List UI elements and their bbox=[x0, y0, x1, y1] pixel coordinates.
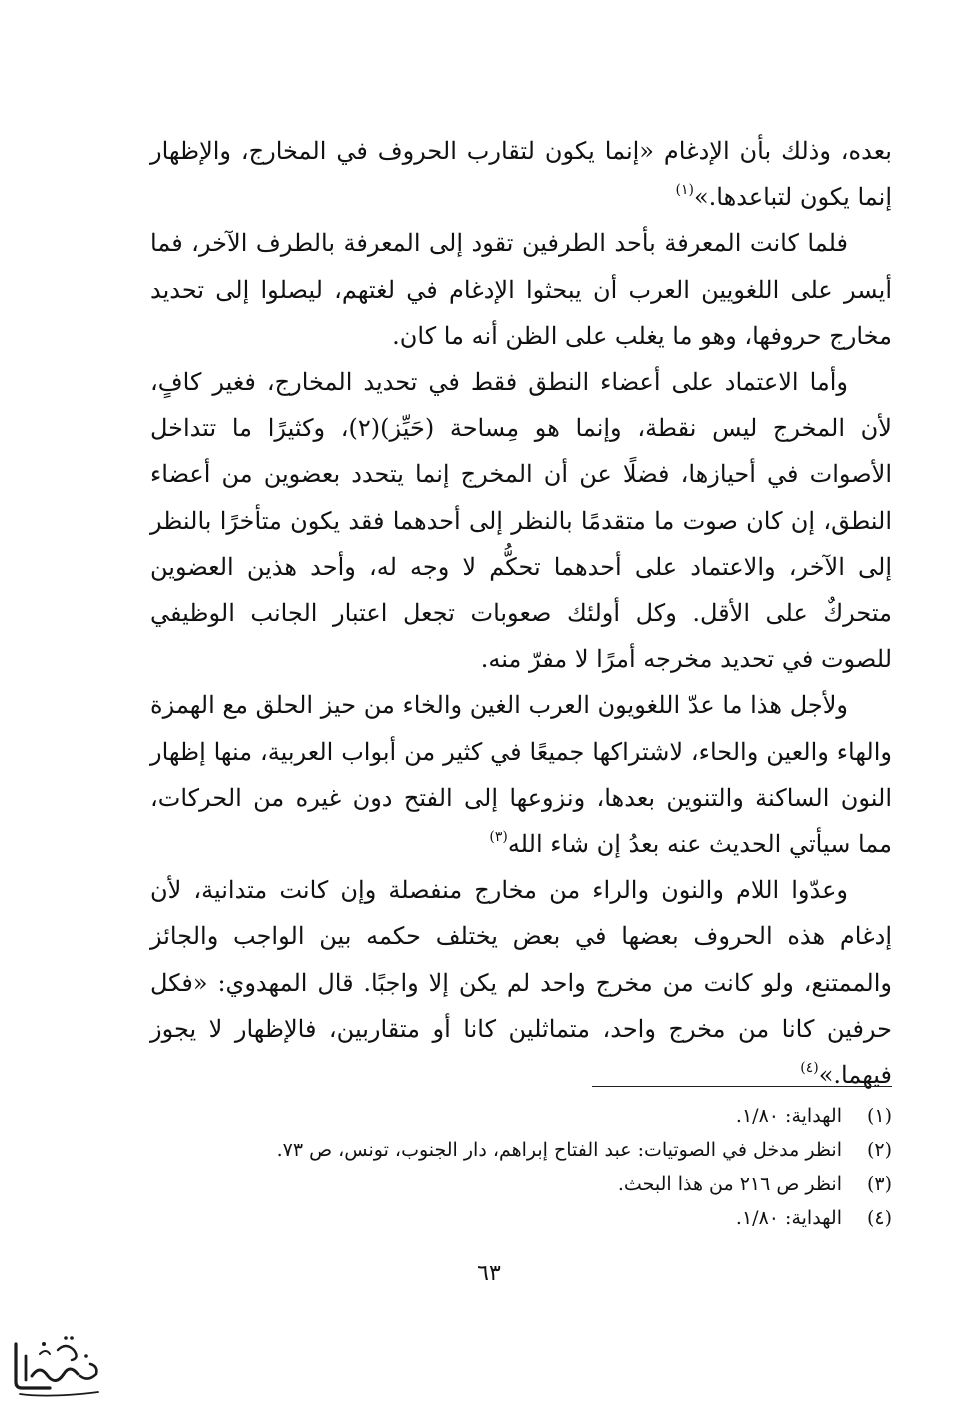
paragraph-3 bbox=[150, 359, 892, 682]
body-text bbox=[150, 128, 892, 1098]
footnote-text: انظر ص ٢١٦ من هذا البحث. bbox=[617, 1173, 842, 1195]
footnote-text: الهداية: ١/٨٠. bbox=[735, 1207, 842, 1229]
footnote-4 bbox=[150, 1201, 892, 1235]
footnote-reference: (١) bbox=[675, 182, 694, 199]
paragraph-5 bbox=[150, 867, 892, 1098]
footnote-separator bbox=[592, 1086, 892, 1087]
footnote-3 bbox=[150, 1167, 892, 1201]
paragraph-text: ولأجل هذا ما عدّ اللغويون العرب الغين والخاء من حيز الحلق مع الهمزة والهاء والعين والحاء، لاشتراكها جميعًا في كثير من أبواب العربية، منها إظهار النون الساكنة والتنوين بعدها، ونزوعها إلى الفتح دون غيره من الحركات، مما سيأتي الحديث عنه بعدُ إن شاء الله bbox=[150, 691, 892, 859]
footnote-text: انظر مدخل في الصوتيات: عبد الفتاح إبراهم، دار الجنوب، تونس، ص ٧٣. bbox=[276, 1139, 842, 1161]
footnote-number: (٣) bbox=[866, 1173, 892, 1195]
footnote-number: (١) bbox=[866, 1105, 892, 1127]
calligraphy-stamp-logo bbox=[10, 1330, 102, 1402]
footnote-2 bbox=[150, 1133, 892, 1167]
footnote-text: الهداية: ١/٨٠. bbox=[735, 1105, 842, 1127]
page-number: ٦٣ bbox=[477, 1261, 501, 1286]
footnote-reference: (٣) bbox=[489, 829, 508, 846]
paragraph-text: فلما كانت المعرفة بأحد الطرفين تقود إلى المعرفة بالطرف الآخر، فما أيسر على اللغويين العرب أن يبحثوا الإدغام في لغتهم، ليصلوا إلى تحديد مخارج حروفها، وهو ما يغلب على الظن أنه ما كان. bbox=[150, 229, 892, 350]
paragraph-text: وأما الاعتماد على أعضاء النطق فقط في تحديد المخارج، فغير كافٍ، لأن المخرج ليس نقطة، وإنما هو مِساحة (حَيِّز)(٢)، وكثيرًا ما تتداخل الأصوات في أحيازها، فضلًا عن أن المخرج إنما يتحدد بعضوين من أعضاء النطق، إن كان صوت ما متقدمًا بالنظر إلى أحدهما فقد يكون متأخرًا بالنظر إلى الآخر، والاعتماد على أحدهما تحكُّم لا وجه له، وأحد هذين العضوين متحركٌ على الأقل. وكل أولئك صعوبات تجعل اعتبار الجانب الوظيفي للصوت في تحديد مخرجه أمرًا لا مفرّ منه. bbox=[150, 368, 892, 674]
paragraph-1 bbox=[150, 128, 892, 220]
paragraph-4 bbox=[150, 682, 892, 867]
footnote-number: (٢) bbox=[866, 1139, 892, 1161]
footnote-reference: (٤) bbox=[800, 1060, 819, 1077]
paragraph-text: بعده، وذلك بأن الإدغام «إنما يكون لتقارب الحروف في المخارج، والإظهار إنما يكون لتباعدها.» bbox=[150, 137, 892, 212]
paragraph-text: وعدّوا اللام والنون والراء من مخارج منفصلة وإن كانت متدانية، لأن إدغام هذه الحروف بعضها في بعض يختلف حكمه بين الواجب والجائز والممتنع، ولو كانت من مخرج واحد لم يكن إلا واجبًا. قال المهدوي: «فكل حرفين كانا من مخرج واحد، متماثلين كانا أو متقاربين، فالإظهار لا يجوز فيهما.» bbox=[150, 876, 892, 1090]
footnotes bbox=[150, 1099, 892, 1235]
paragraph-2 bbox=[150, 220, 892, 359]
footnote-1 bbox=[150, 1099, 892, 1133]
footnote-number: (٤) bbox=[866, 1207, 892, 1229]
